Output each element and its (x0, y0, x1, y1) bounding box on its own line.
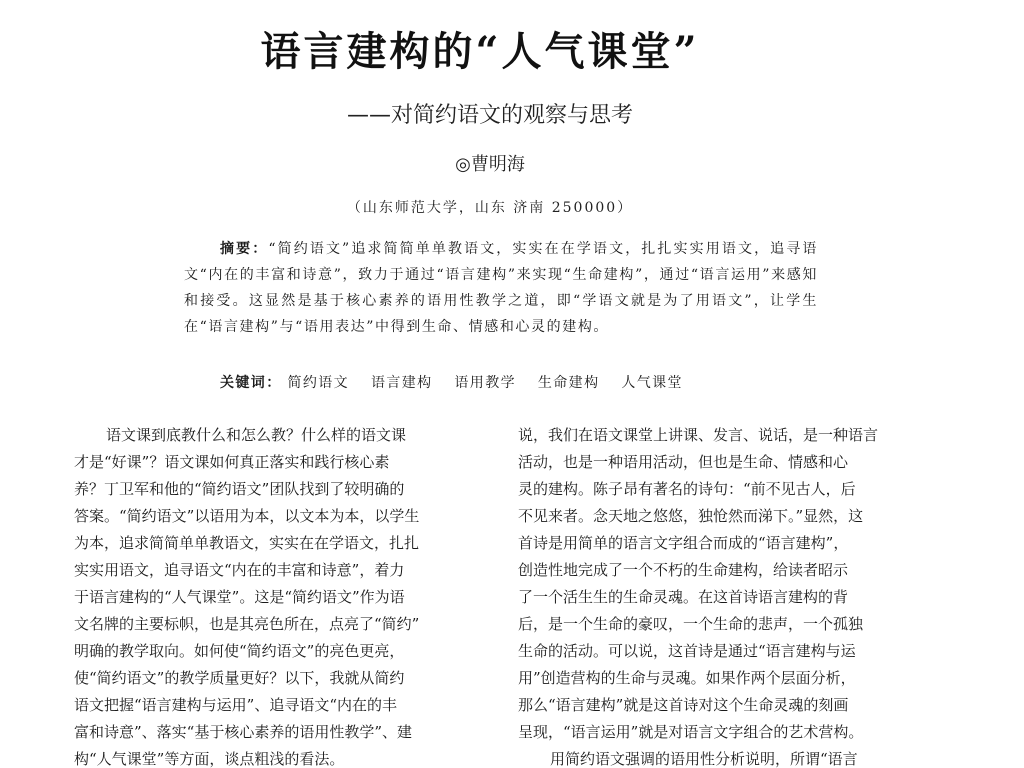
body-line: 用简约语文强调的语用性分析说明，所谓“语言 (550, 750, 858, 768)
body-line: 灵的建构。陈子昂有著名的诗句：“前不见古人，后 (518, 480, 856, 498)
author-line: ◎曹明海 (455, 154, 525, 175)
body-line: 明确的教学取向。如何使“简约语文”的亮色更亮， (74, 642, 405, 660)
keywords-label: 关键词： (220, 375, 282, 391)
body-line: 答案。“简约语文”以语用为本，以文本为本，以学生 (74, 507, 420, 525)
body-line: 语文课到底教什么和怎么教？什么样的语文课 (106, 426, 407, 444)
body-line: 文名牌的主要标帜，也是其亮色所在，点亮了“简约” (74, 615, 420, 633)
body-line: 养？丁卫军和他的“简约语文”团队找到了较明确的 (74, 480, 405, 498)
body-line: 语文把握“语言建构与运用”、追寻语文“内在的丰 (74, 696, 398, 714)
body-line: 创造性地完成了一个不朽的生命建构，给读者昭示 (518, 561, 849, 579)
abstract-text: “简约语文”追求简简单单教语文，实实在在学语文，扎扎实实用语文，追寻语文“内在的丰富和诗意”，致力于通过“语言建构”来实现“生命建构”，通过“语言运用”来感知和接受。这显然是基于核心素养的语用性教学之道，即“学语文就是为了用语文”，让学生在“语言建构”与“语用表达”中得到生命、情感和心灵的建构。 (184, 241, 819, 335)
abstract-block (184, 236, 818, 340)
keyword-item: 简约语文 (287, 375, 350, 391)
keywords-block (220, 370, 820, 396)
body-line: 才是“好课”？语文课如何真正落实和践行核心素 (74, 453, 390, 471)
body-line: 于语言建构的“人气课堂”。这是“简约语文”作为语 (74, 588, 405, 606)
body-line: 首诗是用简单的语言文字组合而成的“语言建构”， (518, 534, 849, 552)
body-column-left (74, 422, 484, 768)
keyword-item: 语言建构 (370, 375, 433, 391)
body-line: 后，是一个生命的豪叹，一个生命的悲声，一个孤独 (518, 615, 864, 633)
body-line: 为本，追求简简单单教语文，实实在在学语文，扎扎 (74, 534, 420, 552)
body-line: 了一个活生生的生命灵魂。在这首诗语言建构的背 (518, 588, 849, 606)
article-subtitle: ——对简约语文的观察与思考 (346, 103, 633, 128)
author-affiliation: （山东师范大学，山东 济南 250000） (346, 200, 634, 216)
article-title: 语言建构的“人气课堂” (260, 28, 700, 75)
keyword-item: 人气课堂 (621, 375, 683, 391)
body-line: 构“人气课堂”等方面，谈点粗浅的看法。 (74, 750, 345, 768)
body-line: 生命的活动。可以说，这首诗是通过“语言建构与运 (518, 642, 856, 660)
body-line: 活动，也是一种语用活动，但也是生命、情感和心 (518, 453, 849, 471)
body-line: 呈现，“语言运用”就是对语言文字组合的艺术营构。 (518, 723, 864, 741)
abstract-label: 摘要： (220, 241, 269, 257)
body-line: 用”创造营构的生命与灵魂。如果作两个层面分析， (518, 669, 856, 687)
body-column-right (518, 422, 928, 768)
keyword-item: 语用教学 (454, 375, 517, 391)
body-line: 实实用语文，追寻语文“内在的丰富和诗意”，着力 (74, 561, 405, 579)
keyword-item: 生命建构 (537, 375, 600, 391)
body-line: 说，我们在语文课堂上讲课、发言、说话，是一种语言 (518, 426, 879, 444)
body-line: 富和诗意”、落实“基于核心素养的语用性教学”、建 (74, 723, 413, 741)
body-line: 那么“语言建构”就是这首诗对这个生命灵魂的刻画 (518, 696, 849, 714)
body-line: 不见来者。念天地之悠悠，独怆然而涕下。”显然，这 (518, 507, 864, 525)
body-line: 使“简约语文”的教学质量更好？以下，我就从简约 (74, 669, 405, 687)
